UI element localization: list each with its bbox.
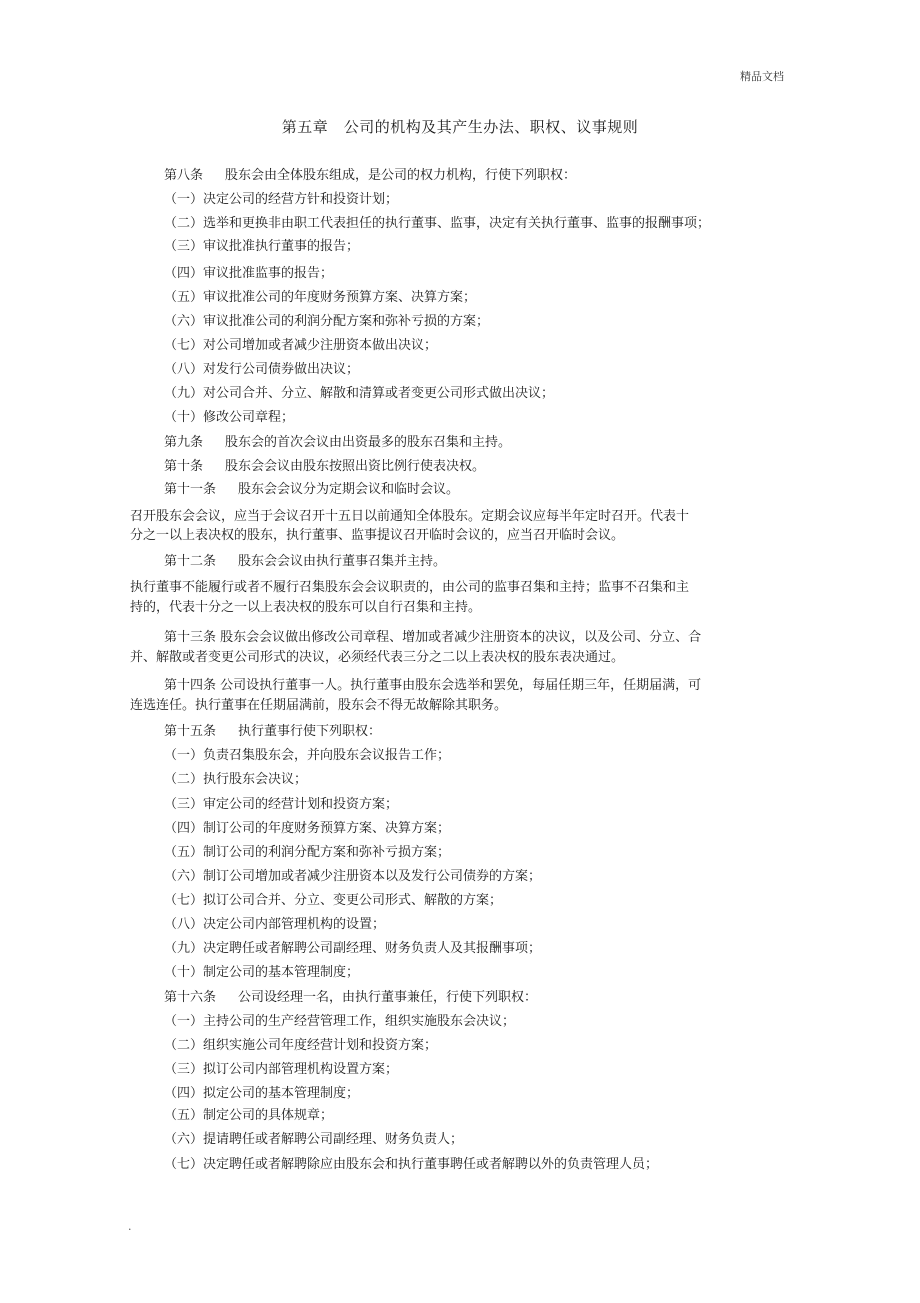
chapter-title: 第五章 公司的机构及其产生办法、职权、议事规则 [281, 118, 639, 136]
list-item: （五）制定公司的具体规章； [164, 1108, 334, 1123]
list-item: （三）审议批准执行董事的报告； [164, 239, 360, 254]
article-12 [164, 554, 446, 570]
paragraph-line: 执行董事不能履行或者不履行召集股东会会议职责的，由公司的监事召集和主持；监事不召集和主 [130, 580, 690, 595]
list-item: （一）决定公司的经营方针和投资计划； [164, 192, 399, 207]
article-15-heading [164, 724, 381, 740]
list-item: （一）主持公司的生产经营管理工作，组织实施股东会决议； [164, 1014, 516, 1029]
article-14-line: 连选连任。执行董事在任期届满前，股东会不得无故解除其职务。 [130, 698, 508, 713]
list-item: （四）制订公司的年度财务预算方案、决算方案； [164, 821, 451, 836]
article-number: 第十条 [164, 459, 204, 474]
article-text: 股东会的首次会议由出资最多的股东召集和主持。 [225, 435, 512, 450]
article-text: 股东会会议由股东按照出资比例行使表决权。 [225, 459, 486, 474]
article-8-heading [164, 168, 576, 184]
list-item: （五）审议批准公司的年度财务预算方案、决算方案； [164, 290, 477, 305]
list-item: （二）选举和更换非由职工代表担任的执行董事、监事，决定有关执行董事、监事的报酬事项； [164, 216, 711, 231]
list-item: （十）修改公司章程； [164, 410, 295, 425]
paragraph-line: 召开股东会会议，应当于会议召开十五日以前通知全体股东。定期会议应每半年定时召开。代表十 [130, 509, 690, 524]
paragraph-line: 分之一以上表决权的股东，执行董事、监事提议召开临时会议的，应当召开临时会议。 [130, 528, 625, 543]
list-item: （二）组织实施公司年度经营计划和投资方案； [164, 1038, 438, 1053]
paragraph-line: 持的，代表十分之一以上表决权的股东可以自行召集和主持。 [130, 600, 482, 615]
list-item: （九）对公司合并、分立、解散和清算或者变更公司形式做出决议； [164, 386, 555, 401]
list-item: （七）对公司增加或者减少注册资本做出决议； [164, 338, 438, 353]
article-text: 股东会由全体股东组成，是公司的权力机构，行使下列职权： [225, 168, 577, 183]
list-item: （二）执行股东会决议； [164, 772, 308, 787]
list-item: （八）对发行公司债券做出决议； [164, 362, 360, 377]
article-9 [164, 435, 511, 451]
article-11 [164, 482, 459, 498]
list-item: （九）决定聘任或者解聘公司副经理、财务负责人及其报酬事项； [164, 941, 542, 956]
article-number: 第九条 [164, 435, 204, 450]
article-number: 第八条 [164, 168, 204, 183]
list-item: （四）拟定公司的基本管理制度； [164, 1086, 360, 1101]
article-text: 公司设经理一名，由执行董事兼任，行使下列职权： [238, 990, 538, 1005]
list-item: （四）审议批准监事的报告； [164, 266, 334, 281]
article-10 [164, 459, 485, 475]
article-text: 股东会会议分为定期会议和临时会议。 [238, 482, 460, 497]
list-item: （七）拟订公司合并、分立、变更公司形式、解散的方案； [164, 893, 503, 908]
list-item: （六）审议批准公司的利润分配方案和弥补亏损的方案； [164, 314, 490, 329]
list-item: （五）制订公司的利润分配方案和弥补亏损方案； [164, 845, 451, 860]
list-item: （七）决定聘任或者解聘除应由股东会和执行董事聘任或者解聘以外的负责管理人员； [164, 1157, 659, 1172]
list-item: （十）制定公司的基本管理制度； [164, 965, 360, 980]
list-item: （三）审定公司的经营计划和投资方案； [164, 797, 399, 812]
list-item: （六）制订公司增加或者减少注册资本以及发行公司债券的方案； [164, 869, 542, 884]
list-item: （八）决定公司内部管理机构的设置； [164, 917, 386, 932]
list-item: （三）拟订公司内部管理机构设置方案； [164, 1062, 399, 1077]
article-16-heading [164, 990, 537, 1006]
list-item: （一）负责召集股东会，并向股东会议报告工作； [164, 748, 451, 763]
footer-dot: . [128, 1220, 132, 1233]
article-14-line: 第十四条 公司设执行董事一人。执行董事由股东会选举和罢免，每届任期三年，任期届满，可 [164, 678, 702, 693]
list-item: （六）提请聘任或者解聘公司副经理、财务负责人； [164, 1132, 464, 1147]
article-number: 第十六条 [164, 990, 217, 1005]
page-header-label: 精品文档 [740, 70, 784, 83]
article-13-line: 并、解散或者变更公司形式的决议，必须经代表三分之二以上表决权的股东表决通过。 [130, 650, 625, 665]
article-13-line: 第十三条 股东会会议做出修改公司章程、增加或者减少注册资本的决议，以及公司、分立、合 [164, 630, 702, 645]
article-text: 执行董事行使下列职权： [238, 724, 382, 739]
article-text: 股东会会议由执行董事召集并主持。 [238, 554, 447, 569]
article-number: 第十五条 [164, 724, 217, 739]
article-number: 第十二条 [164, 554, 217, 569]
article-number: 第十一条 [164, 482, 217, 497]
